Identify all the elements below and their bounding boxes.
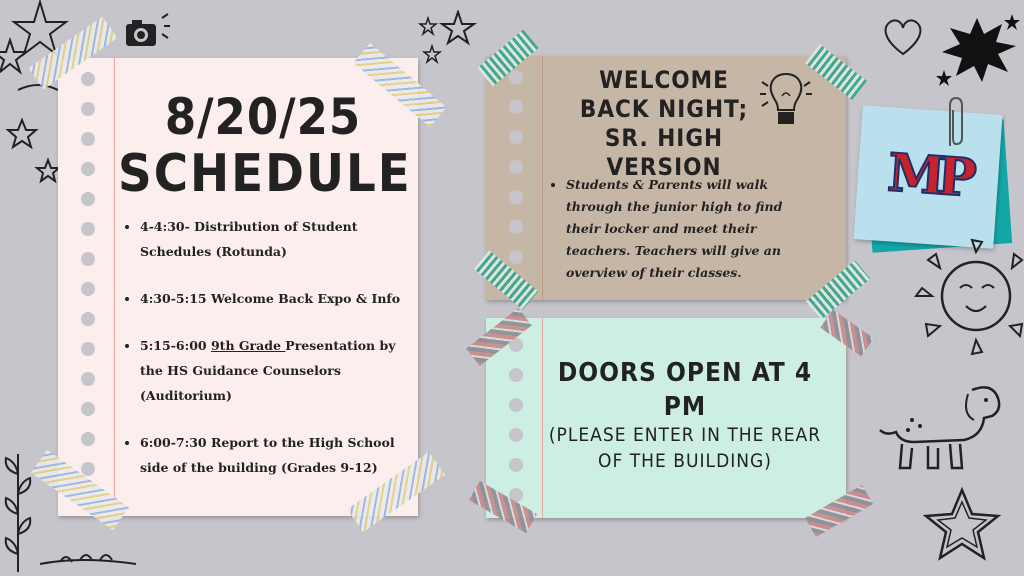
doors-note: (PLEASE ENTER IN THE REAR OF THE BUILDING) bbox=[548, 424, 822, 472]
schedule-title: SCHEDULE bbox=[118, 144, 412, 204]
camera-icon bbox=[118, 12, 170, 52]
welcome-paper bbox=[486, 56, 846, 300]
schedule-item: • 4-4:30- Distribution of Student Schedules (Rotunda) bbox=[140, 214, 410, 264]
binder-holes bbox=[504, 318, 528, 518]
underlined-grade: 9th Grade bbox=[210, 338, 286, 353]
burst-icon bbox=[932, 10, 1022, 90]
welcome-title: WELCOME BACK NIGHT; SR. HIGH VERSION bbox=[579, 66, 749, 181]
schedule-item: • 4:30-5:15 Welcome Back Expo & Info bbox=[140, 286, 410, 311]
star-doodles-top-center bbox=[418, 10, 478, 70]
sticky-note bbox=[853, 105, 1002, 248]
paperclip-icon bbox=[944, 96, 968, 152]
doors-paper bbox=[486, 318, 846, 518]
sun-icon bbox=[910, 238, 1024, 358]
doors-heading: DOORS OPEN AT 4 PM bbox=[557, 358, 813, 422]
welcome-bullet: • Students & Parents will walk through the junior high to find their locker and meet their teachers. Teachers will give an overview of their classes. bbox=[566, 174, 818, 284]
schedule-item: • 5:15-6:00 9th Grade Presentation by the HS Guidance Counselors (Auditorium) bbox=[140, 333, 410, 408]
leaf-branch-icon bbox=[0, 444, 140, 576]
schedule-date: 8/20/25 bbox=[164, 88, 362, 146]
welcome-text bbox=[548, 174, 818, 284]
binder-holes bbox=[504, 56, 528, 300]
schedule-item: • 6:00-7:30 Report to the High School side of the building (Grades 9-12) bbox=[140, 430, 410, 480]
heart-icon bbox=[880, 14, 926, 60]
lightbulb-icon bbox=[758, 68, 814, 132]
schedule-list bbox=[122, 214, 410, 502]
star-icon bbox=[920, 486, 1004, 562]
school-logo: MP bbox=[885, 142, 971, 209]
dog-icon bbox=[872, 380, 1012, 480]
